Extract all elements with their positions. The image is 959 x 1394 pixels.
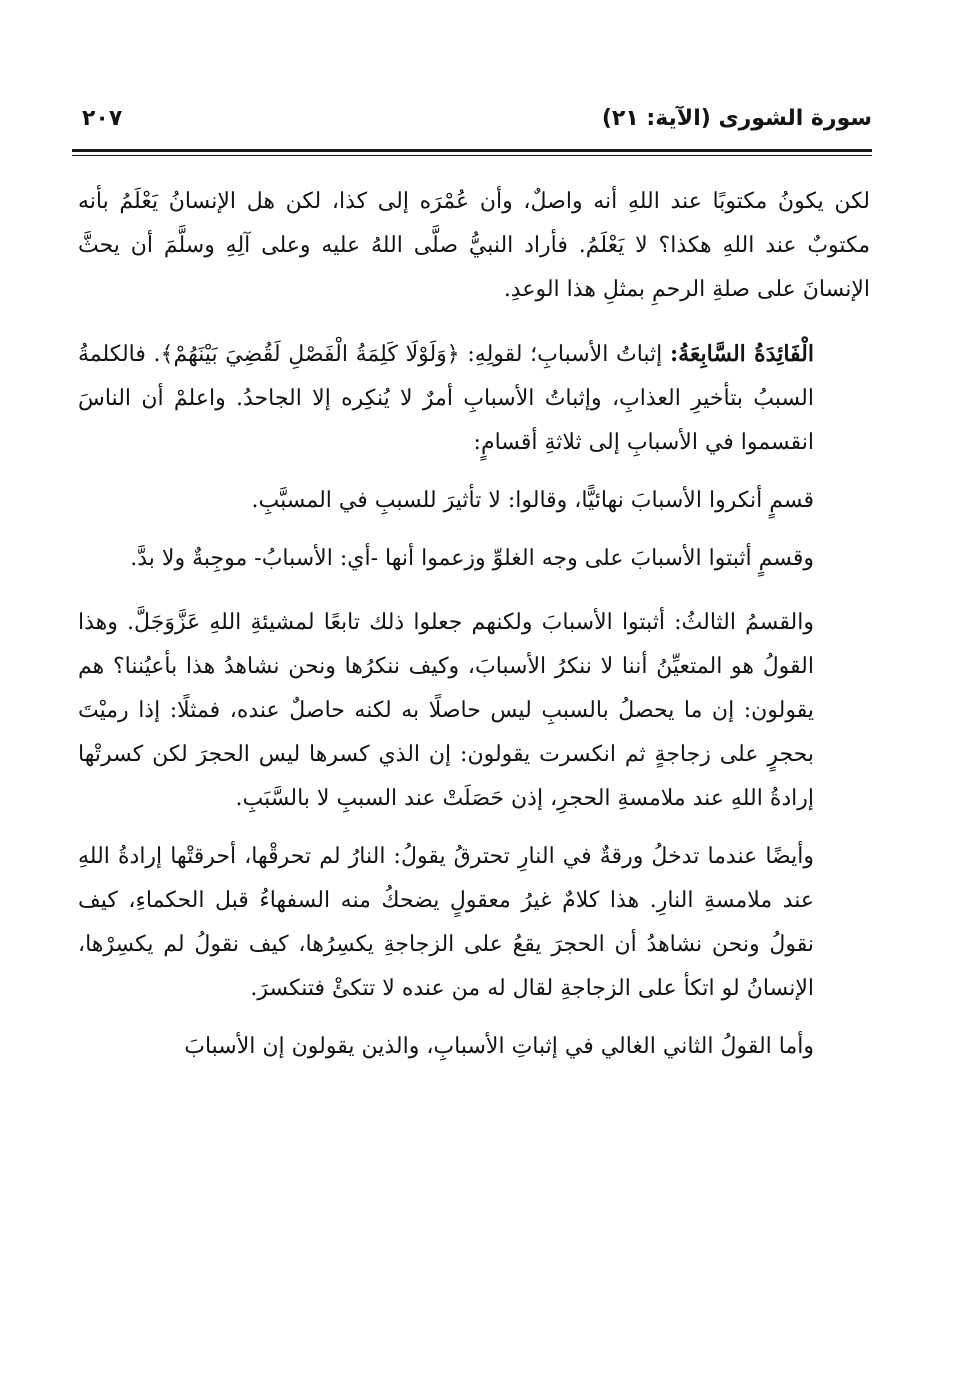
running-title: سورة الشورى (الآية: ٢١) <box>601 106 872 131</box>
paragraph-4 <box>78 537 870 581</box>
paragraph-text: إثباتُ الأسبابِ؛ لقولِهِ: ﴿وَلَوْلَا كَلِمَةُ الْفَصْلِ لَقُضِيَ بَيْنَهُمْ﴾. فالكلمةُ السببُ بتأخيرِ العذابِ، وإثباتُ الأسبابِ أمرٌ لا يُنكِره إلا الجاحدُ. واعلمْ أن الناسَ انقسموا في الأسبابِ إلى ثلاثةِ أقسامٍ: <box>78 342 814 455</box>
paragraph-text: والقسمُ الثالثُ: أثبتوا الأسبابَ ولكنهم جعلوا ذلك تابعًا لمشيئةِ اللهِ عَزَّوَجَلَّ. وهذا القولُ هو المتعيِّنُ أننا لا ننكرُ الأسبابَ، وكيف ننكرُها ونحن نشاهدُ هذا بأعيُننا؟ هم يقولون: إن ما يحصلُ بالسببِ ليس حاصلًا به لكنه حاصلٌ عنده، فمثلًا: إذا رميْتَ بحجرٍ على زجاجةٍ ثم انكسرت يقولون: إن الذي كسرها ليس الحجرَ لكن كسرتْها إرادةُ اللهِ عند ملامسةِ الحجرِ، إذن حَصَلَتْ عند السببِ لا بالسَّبَبِ. <box>78 610 814 811</box>
header-rule-thick <box>72 149 872 152</box>
paragraph-text: لكن يكونُ مكتوبًا عند اللهِ أنه واصلٌ، وأن عُمْرَه إلى كذا، لكن هل الإنسانُ يَعْلَمُ بأنه مكتوبٌ عند اللهِ هكذا؟ لا يَعْلَمُ. فأراد النبيُّ صلَّى اللهُ عليه وعلى آلِهِ وسلَّمَ أن يحثَّ الإنسانَ على صلةِ الرحمِ بمثلِ هذا الوعدِ. <box>78 189 870 302</box>
paragraph-6 <box>78 835 870 1011</box>
paragraph-3 <box>78 479 870 523</box>
header-rule-thin <box>72 155 872 156</box>
body-text <box>78 180 870 1083</box>
paragraph-5 <box>78 601 870 821</box>
page-number: ٢٠٧ <box>82 106 123 131</box>
benefit-heading: الْفَائِدَةُ السَّابِعَةُ: <box>669 341 814 367</box>
paragraph-1 <box>78 180 870 312</box>
paragraph-text: وقسمٍ أثبتوا الأسبابَ على وجه الغلوِّ وزعموا أنها -أي: الأسبابُ- موجِبةٌ ولا بدَّ. <box>130 546 814 571</box>
page-header <box>72 104 872 148</box>
paragraph-text: وأيضًا عندما تدخلُ ورقةٌ في النارِ تحترقُ يقولُ: النارُ لم تحرقْها، أحرقتْها إرادةُ اللهِ عند ملامسةِ النارِ. هذا كلامٌ غيرُ معقولٍ يضحكُ منه السفهاءُ قبل الحكماءِ، كيف نقولُ ونحن نشاهدُ أن الحجرَ يقعُ على الزجاجةِ يكسِرُها، كيف نقولُ لم يكسِرْها، الإنسانُ لو اتكأ على الزجاجةِ لقال له من عنده لا تتكئْ فتنكسرَ. <box>78 844 814 1001</box>
paragraph-2 <box>78 332 870 465</box>
paragraph-text: قسمٍ أنكروا الأسبابَ نهائيًّا، وقالوا: لا تأثيرَ للسببِ في المسبَّبِ. <box>251 488 814 513</box>
paragraph-text: وأما القولُ الثاني الغالي في إثباتِ الأسبابِ، والذين يقولون إن الأسبابَ <box>184 1034 814 1059</box>
paragraph-7 <box>78 1025 870 1069</box>
